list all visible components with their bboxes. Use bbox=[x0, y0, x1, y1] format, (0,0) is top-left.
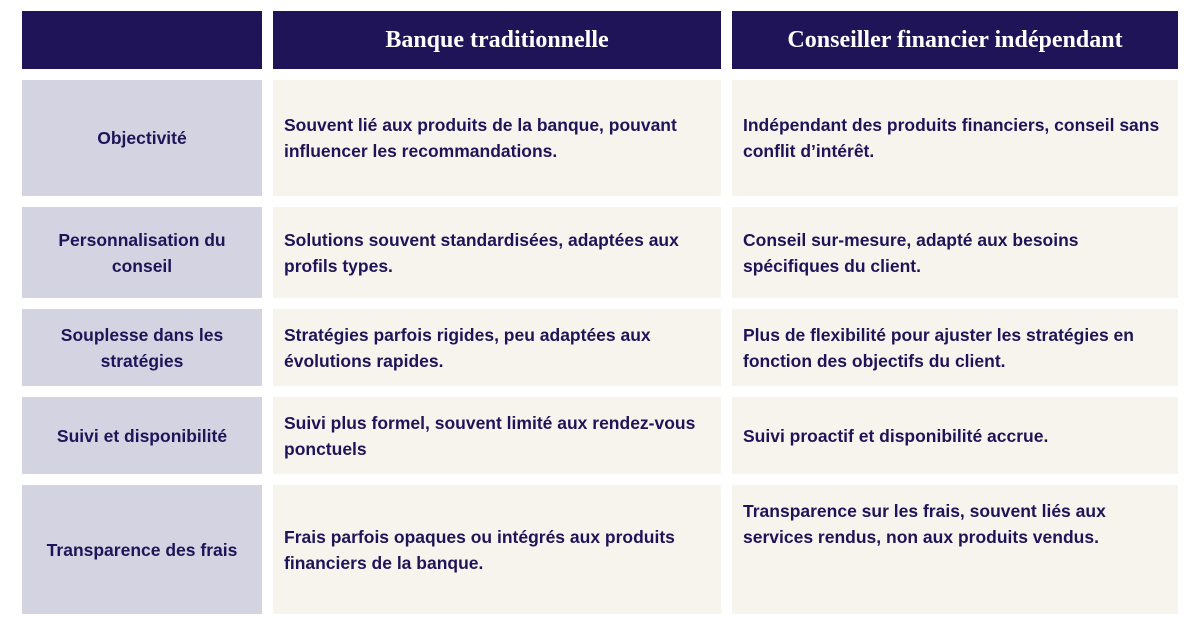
column-header-advisor: Conseiller financier indépendant bbox=[732, 11, 1178, 69]
cell-advisor-souplesse: Plus de flexibilité pour ajuster les stratégies en fonction des objectifs du client. bbox=[732, 309, 1178, 386]
row-label-souplesse: Souplesse dans les stratégies bbox=[22, 309, 262, 386]
cell-advisor-objectivite: Indépendant des produits financiers, conseil sans conflit d’intérêt. bbox=[732, 80, 1178, 196]
header-corner bbox=[22, 11, 262, 69]
cell-bank-personnalisation: Solutions souvent standardisées, adaptées aux profils types. bbox=[273, 207, 721, 298]
cell-bank-objectivite: Souvent lié aux produits de la banque, pouvant influencer les recommandations. bbox=[273, 80, 721, 196]
cell-bank-transparence: Frais parfois opaques ou intégrés aux produits financiers de la banque. bbox=[273, 485, 721, 614]
cell-advisor-transparence: Transparence sur les frais, souvent liés aux services rendus, non aux produits vendus. bbox=[732, 485, 1178, 614]
cell-bank-souplesse: Stratégies parfois rigides, peu adaptées aux évolutions rapides. bbox=[273, 309, 721, 386]
row-label-personnalisation: Personnalisation du conseil bbox=[22, 207, 262, 298]
row-label-transparence: Transparence des frais bbox=[22, 485, 262, 614]
column-header-bank: Banque traditionnelle bbox=[273, 11, 721, 69]
row-label-suivi: Suivi et disponibilité bbox=[22, 397, 262, 474]
cell-advisor-personnalisation: Conseil sur-mesure, adapté aux besoins spécifiques du client. bbox=[732, 207, 1178, 298]
cell-advisor-suivi: Suivi proactif et disponibilité accrue. bbox=[732, 397, 1178, 474]
cell-bank-suivi: Suivi plus formel, souvent limité aux rendez-vous ponctuels bbox=[273, 397, 721, 474]
row-label-objectivite: Objectivité bbox=[22, 80, 262, 196]
